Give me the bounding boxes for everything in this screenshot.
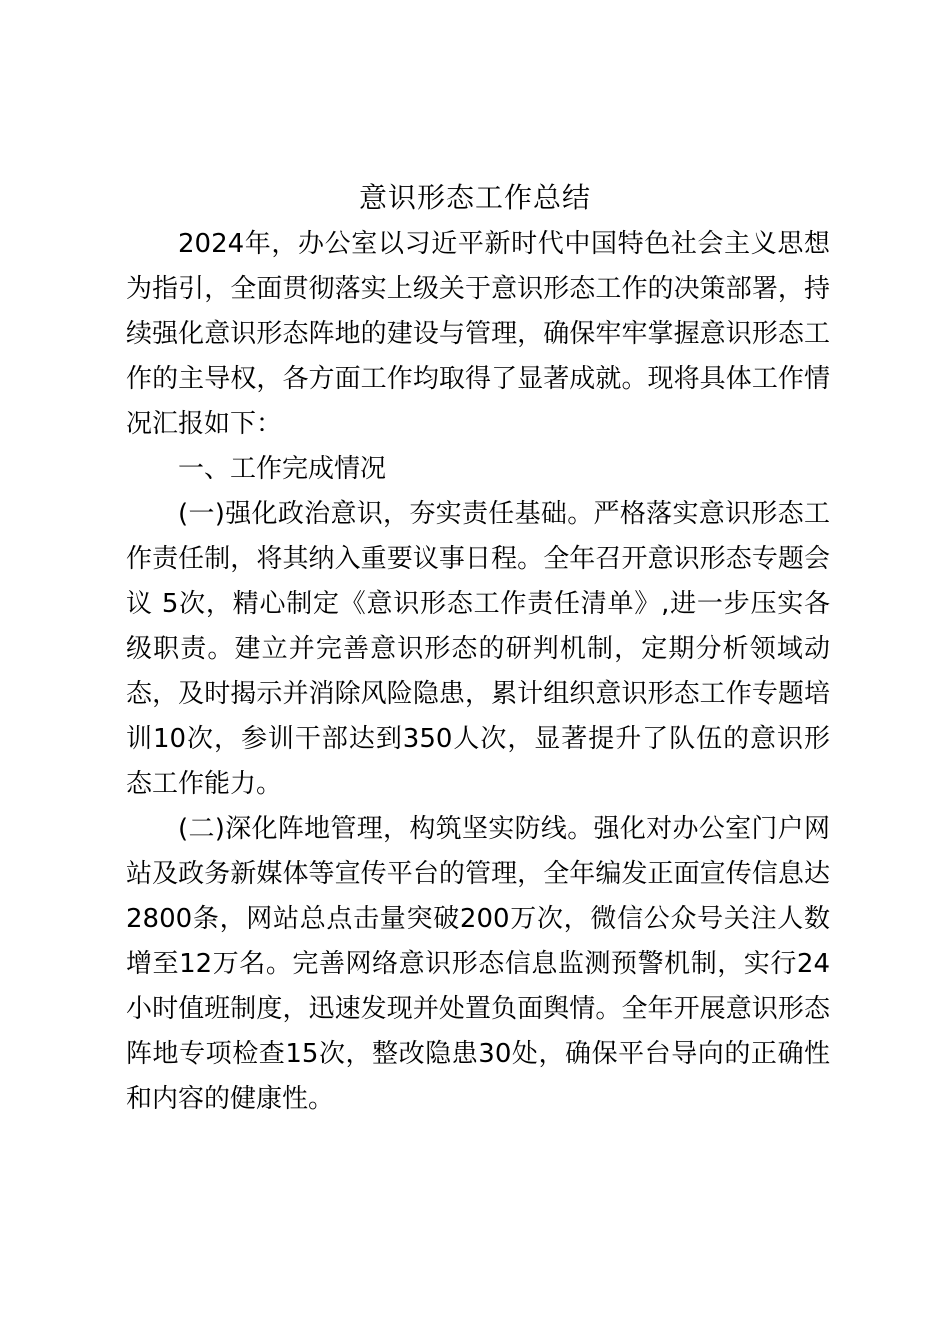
intro-paragraph: 2024年，办公室以习近平新时代中国特色社会主义思想为指引，全面贯彻落实上级关于意识形态工作的决策部署，持续强化意识形态阵地的建设与管理，确保牢牢掌握意识形态工作的主导权，各方面工作均取得了显著成就。现将具体工作情况汇报如下： xyxy=(126,229,830,439)
section-2-paragraph: (二)深化阵地管理，构筑坚实防线。强化对办公室门户网站及政务新媒体等宣传平台的管理，全年编发正面宣传信息达2800条，网站总点击量突破200万次，微信公众号关注人数增至12万名。完善网络意识形态信息监测预警机制，实行24小时值班制度，迅速发现并处置负面舆情。全年开展意识形态阵地专项检查15次，整改隐患30处，确保平台导向的正确性和内容的健康性。 xyxy=(126,814,830,1114)
document-body xyxy=(126,222,830,1122)
section-heading: 一、工作完成情况 xyxy=(178,454,387,484)
section-1-paragraph: (一)强化政治意识，夯实责任基础。严格落实意识形态工作责任制，将其纳入重要议事日程。全年召开意识形态专题会议 5次，精心制定《意识形态工作责任清单》,进一步压实各级职责。建立并完善意识形态的研判机制，定期分析领域动态，及时揭示并消除风险隐患，累计组织意识形态工作专题培训10次，参训干部达到350人次，显著提升了队伍的意识形态工作能力。 xyxy=(126,499,830,799)
document-title: 意识形态工作总结 xyxy=(358,181,591,214)
